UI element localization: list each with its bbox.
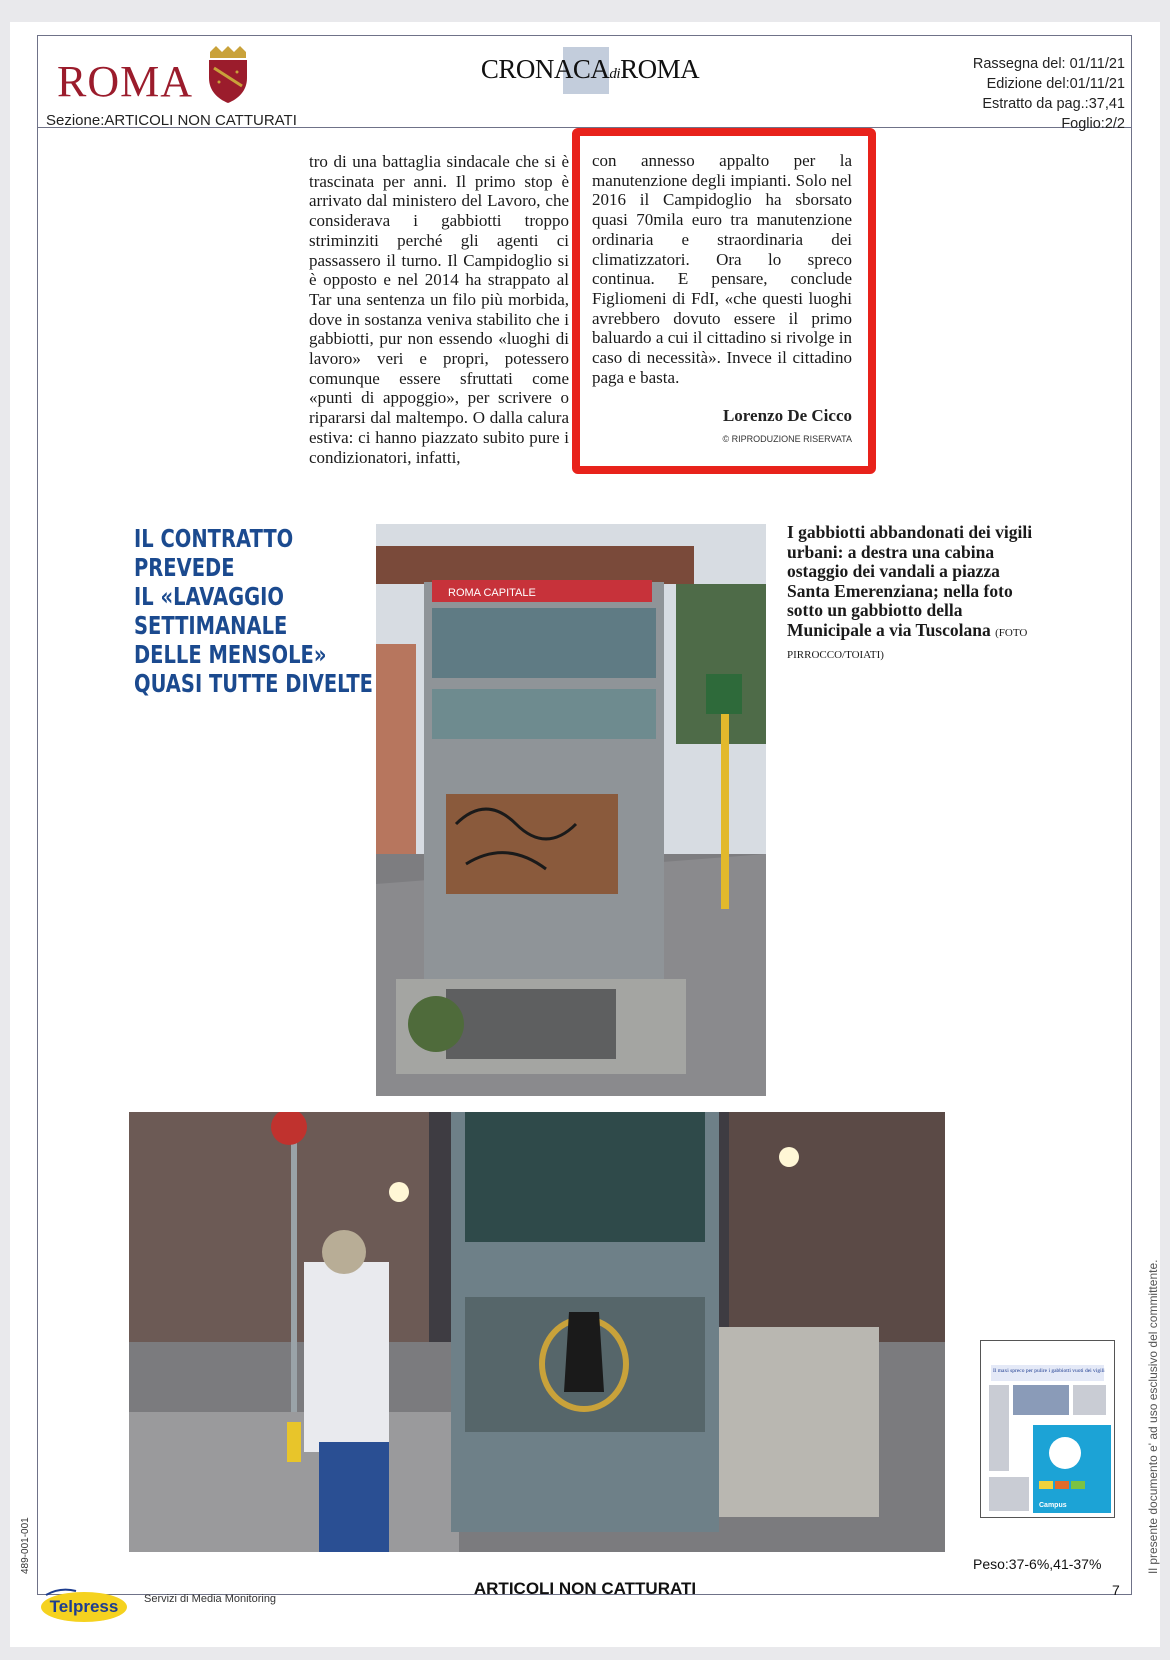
article-column-2: con annesso appalto per la manutenzione degli impianti. Solo nel 2016 il Campidoglio ha sborsato quasi 70mila euro tra manutenzione ordinaria e straordinaria dei climatizzatori. Ora lo spreco continua. E pensare, conclude Figliomeni di FdI, «che questi luoghi avrebbero dovuto essere il primo baluardo a cui il cittadino si rivolge in caso di necessità». Invece il cittadino paga e basta. <box>592 151 852 387</box>
pull-quote-line: SETTIMANALE <box>134 611 288 640</box>
booth-sign-text: ROMA CAPITALE <box>448 587 536 599</box>
photo-booth-santa-emerenziana <box>376 524 766 1096</box>
pull-quote-line: IL «LAVAGGIO <box>134 582 284 611</box>
footer-tagline: Servizi di Media Monitoring <box>144 1593 277 1605</box>
pull-quote-line: QUASI TUTTE DIVELTE <box>134 669 373 698</box>
photo-caption <box>787 523 1042 666</box>
meta-edizione: Edizione del:01/11/21 <box>986 76 1125 92</box>
meta-estratto: Estratto da pag.:37,41 <box>982 96 1125 112</box>
masthead-left: CRONACA <box>480 54 610 84</box>
usage-note: Il presente documento e' ad uso esclusivo del committente. <box>1146 1259 1160 1574</box>
article-column-1: tro di una battaglia sindacale che si è trascinata per anni. Il primo stop è arrivato dal ministero del Lavoro, che considerava i gabbiotti troppo striminziti perché gli agenti ci passassero il turno. Il Campidoglio si è opposto e nel 2014 ha strappato al Tar una sentenza un filo più morbida, dove in sostanza veniva stabilito che i gabbiotti, pur non essendo «luoghi di lavoro» veri e propri, potessero comunque essere sfruttati come «punti di appoggio», per scrivere o ripararsi dal maltempo. O dalla calura estiva: ci hanno piazzato subito pure i condizionatori, infatti, <box>309 152 569 467</box>
booth-illustration <box>376 524 766 1096</box>
page-thumbnail <box>980 1340 1115 1518</box>
section-label: Sezione:ARTICOLI NON CATTURATI <box>46 112 297 129</box>
caption-text: I gabbiotti abbandonati dei vigili urbani: a destra una cabina ostaggio dei vandali a piazza Santa Emerenziana; nella foto sotto un gabbiotto della Municipale a via Tuscolana <box>787 522 1033 640</box>
meta-rassegna: Rassegna del: 01/11/21 <box>972 56 1125 72</box>
document-meta <box>973 54 1125 134</box>
document-code: 489-001-001 <box>20 1517 31 1574</box>
photo-booth-via-tuscolana <box>129 1112 945 1552</box>
roma-shield-icon <box>204 44 252 104</box>
masthead <box>480 50 700 94</box>
masthead-title <box>480 54 700 85</box>
caption-credit: (FOTO PIRROCCO/TOIATI) <box>787 626 1028 661</box>
pull-quote-line: PREVEDE <box>134 553 235 582</box>
meta-foglio: Foglio:2/2 <box>1061 116 1125 132</box>
red-highlight-box <box>572 128 876 474</box>
masthead-right: ROMA <box>620 54 700 84</box>
night-street-illustration <box>129 1112 945 1552</box>
peso-label: Peso:37-6%,41-37% <box>973 1556 1102 1572</box>
pull-quote-line: DELLE MENSOLE» <box>134 640 327 669</box>
page-number: 7 <box>1112 1582 1120 1598</box>
thumbnail-illustration <box>981 1341 1114 1517</box>
masthead-di: di <box>609 66 621 82</box>
footer-title: ARTICOLI NON CATTURATI <box>473 1579 697 1598</box>
thumbnail-headline: Il maxi spreco per pulire i gabbiotti vuoti dei vigili <box>993 1368 1105 1374</box>
roma-logo-text: ROMA <box>57 57 194 106</box>
telpress-logo-text: Telpress <box>49 1597 119 1616</box>
thumbnail-campus: Campus <box>1039 1502 1067 1509</box>
pull-quote <box>134 524 373 698</box>
pull-quote-line: IL CONTRATTO <box>134 524 294 553</box>
article-byline: Lorenzo De Cicco <box>722 406 852 425</box>
article-copyright: © RIPRODUZIONE RISERVATA <box>722 434 852 444</box>
